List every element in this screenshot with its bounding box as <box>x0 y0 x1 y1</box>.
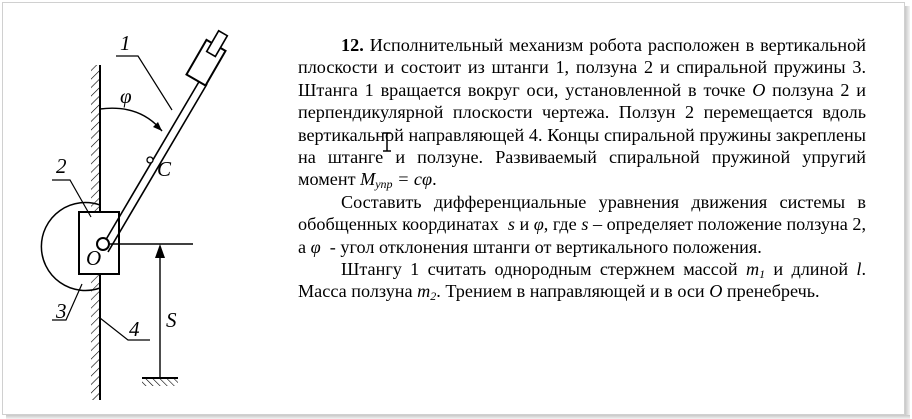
moment-formula: $M_{упр} = c\varphi$ <box>360 169 433 192</box>
problem-paragraph-1: 12. Исполнительный механизм робота расположен в вертикальной плоскости и состоит из штанги 1, ползуна 2 и спиральной пружины 3. Штанга 1 вращается вокруг оси, установленной в точке O ползуна 2 и перпендикулярной плоскости чертежа. Ползун 2 перемещается вдоль вертикальной направляющей 4. Концы спиральной пружины закреплены на штанге и ползуне. Развиваемый спиральной пружиной упругий момент $M_{упр} = c\varphi$. <box>298 35 866 192</box>
problem-number: 12. <box>341 35 364 55</box>
ground <box>142 378 178 386</box>
label-center: C <box>157 157 172 181</box>
rod-end-cap <box>186 28 232 86</box>
problem-paragraph-3: Штангу 1 считать однородным стержнем массой $m_1$ и длиной l. Масса ползуна $m_2$. Трением в направляющей и в оси O пренебречь. <box>298 259 867 304</box>
page-shadow-right <box>905 6 910 417</box>
label-coordinate: S <box>166 308 177 332</box>
mechanism-figure <box>0 0 300 419</box>
problem-paragraph-2: Составить дифференциальные уравнения движения системы в обобщенных координатах s и φ, где s – определяет положение ползуна 2, а φ - угол отклонения штанги от вертикального положения. <box>298 191 867 257</box>
label-angle: φ <box>120 84 132 108</box>
label-pivot: O <box>86 246 102 270</box>
text-cursor-icon <box>381 132 393 152</box>
label-rod: 1 <box>120 31 131 55</box>
angle-arc <box>100 108 162 131</box>
center-point <box>147 157 153 163</box>
label-slider: 2 <box>56 154 67 178</box>
s-coordinate-arrow <box>155 244 165 378</box>
label-spring: 3 <box>56 299 67 323</box>
leader-lines <box>52 56 172 340</box>
problem-text <box>298 34 866 303</box>
label-guide: 4 <box>129 317 140 341</box>
